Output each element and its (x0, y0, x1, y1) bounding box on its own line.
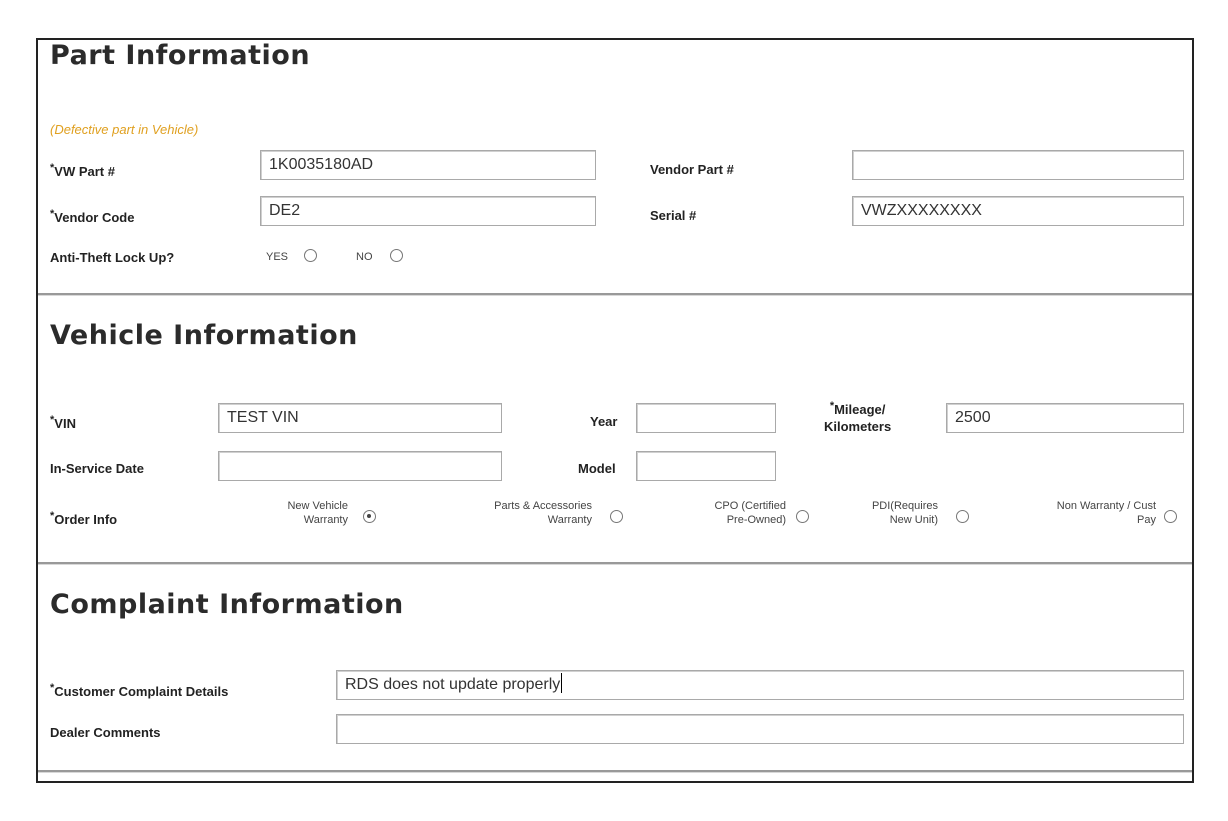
order-option-pdi-radio[interactable] (956, 510, 969, 523)
anti-theft-yes-label: YES (266, 251, 289, 263)
anti-theft-no-radio[interactable] (390, 249, 403, 262)
order-option-cpo-label: CPO (Certified Pre-Owned) (714, 500, 786, 526)
model-input[interactable] (636, 451, 776, 481)
mileage-input[interactable]: 2500 (946, 403, 1184, 433)
vendor-code-input[interactable]: DE2 (260, 196, 596, 226)
vw-part-label-text: VW Part # (54, 164, 115, 179)
order-option-new-vehicle-warranty-label: New Vehicle Warranty (287, 500, 348, 526)
mileage-label-line1: Mileage/ (834, 402, 886, 417)
customer-complaint-label-text: Customer Complaint Details (54, 684, 229, 699)
vendor-code-label-text: Vendor Code (54, 210, 135, 225)
order-option-parts-accessories-radio[interactable] (610, 510, 623, 523)
in-service-date-input[interactable] (218, 451, 502, 481)
defective-part-note: (Defective part in Vehicle) (50, 122, 199, 137)
vendor-part-label: Vendor Part # (650, 162, 734, 177)
order-option-new-vehicle-warranty-radio[interactable] (363, 510, 376, 523)
vendor-code-label: *Vendor Code (50, 208, 135, 225)
vendor-part-input[interactable] (852, 150, 1184, 180)
model-label: Model (578, 461, 616, 476)
mileage-label: *Mileage/ Kilometers (824, 400, 892, 434)
section-divider-2 (38, 562, 1192, 564)
year-input[interactable] (636, 403, 776, 433)
text-cursor (561, 673, 562, 693)
order-option-cpo-radio[interactable] (796, 510, 809, 523)
complaint-information-heading: Complaint Information (50, 589, 404, 620)
order-info-label: *Order Info (50, 510, 118, 527)
vin-label-text: VIN (54, 416, 76, 431)
order-option-non-warranty-label: Non Warranty / Cust Pay (1056, 500, 1156, 526)
customer-complaint-value: RDS does not update properly (345, 676, 561, 693)
vehicle-information-heading: Vehicle Information (50, 320, 358, 351)
warranty-form (36, 38, 1194, 783)
customer-complaint-label: *Customer Complaint Details (50, 682, 229, 699)
anti-theft-label: Anti-Theft Lock Up? (50, 250, 175, 265)
in-service-date-label: In-Service Date (50, 461, 144, 476)
order-info-label-text: Order Info (54, 512, 118, 527)
anti-theft-no-label: NO (356, 251, 373, 263)
mileage-label-line2: Kilometers (824, 419, 892, 434)
section-divider-1 (38, 293, 1192, 295)
order-option-parts-accessories-label: Parts & Accessories Warranty (494, 500, 592, 526)
order-option-non-warranty-radio[interactable] (1164, 510, 1177, 523)
dealer-comments-label: Dealer Comments (50, 725, 161, 740)
vin-label: *VIN (50, 414, 76, 431)
serial-input[interactable]: VWZXXXXXXXX (852, 196, 1184, 226)
dealer-comments-input[interactable] (336, 714, 1184, 744)
year-label: Year (590, 414, 618, 429)
vin-input[interactable]: TEST VIN (218, 403, 502, 433)
serial-label: Serial # (650, 208, 697, 223)
section-divider-3 (38, 770, 1192, 772)
customer-complaint-input[interactable] (336, 670, 1184, 700)
vw-part-label: *VW Part # (50, 162, 115, 179)
part-information-heading: Part Information (50, 40, 311, 71)
anti-theft-yes-radio[interactable] (304, 249, 317, 262)
order-option-pdi-label: PDI(Requires New Unit) (871, 500, 938, 526)
vw-part-input[interactable]: 1K0035180AD (260, 150, 596, 180)
